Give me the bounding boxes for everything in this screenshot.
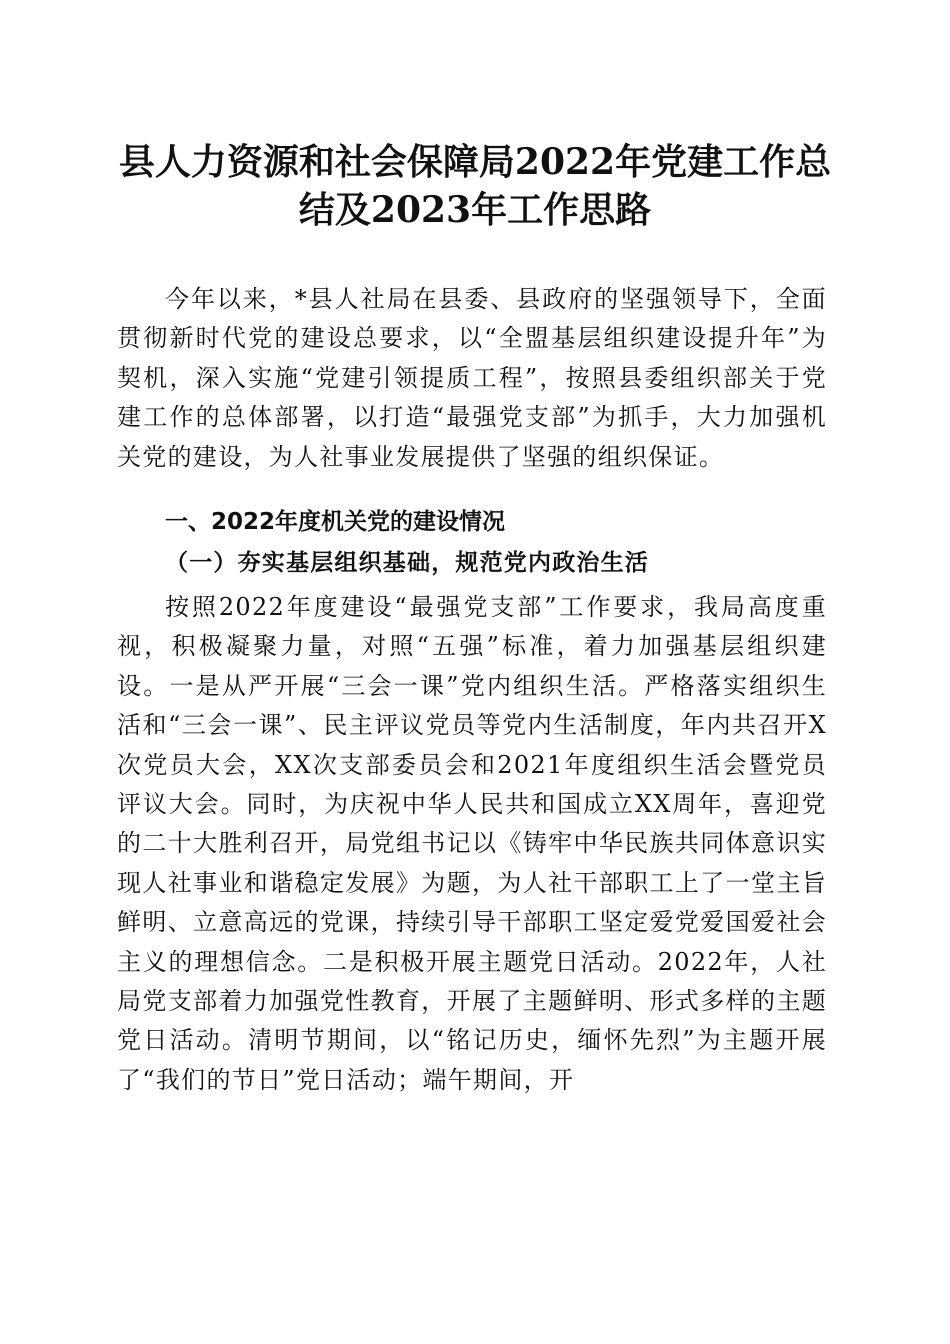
section-heading-1: 一、2022年度机关党的建设情况 xyxy=(165,509,506,535)
document-title-line-1: 县人力资源和社会保障局2022年党建工作总 xyxy=(118,141,832,183)
document-title xyxy=(100,138,850,234)
subsection-heading-1-1: （一）夯实基层组织基础，规范党内政治生活 xyxy=(165,549,649,576)
document-title-line-2: 结及2023年工作思路 xyxy=(298,189,652,231)
intro-paragraph: 今年以来，*县人社局在县委、县政府的坚强领导下，全面贯彻新时代党的建设总要求，以“全盟基层组织建设提升年”为契机，深入实施“党建引领提质工程”，按照县委组织部关于党建工作的总体部署，以打造“最强党支部”为抓手，大力加强机关党的建设，为人社事业发展提供了坚强的组织保证。 xyxy=(117,285,827,471)
section-1-1-paragraph: 按照2022年度建设“最强党支部”工作要求，我局高度重视，积极凝聚力量，对照“五强”标准，着力加强基层组织建设。一是从严开展“三会一课”党内组织生活。严格落实组织生活和“三会一课”、民主评议党员等党内生活制度，年内共召开X次党员大会，XX次支部委员会和2021年度组织生活会暨党员评议大会。同时，为庆祝中华人民共和国成立XX周年，喜迎党的二十大胜利召开，局党组书记以《铸牢中华民族共同体意识实现人社事业和谐稳定发展》为题，为人社干部职工上了一堂主旨鲜明、立意高远的党课，持续引导干部职工坚定爱党爱国爱社会主义的理想信念。二是积极开展主题党日活动。2022年，人社局党支部着力加强党性教育，开展了主题鲜明、形式多样的主题党日活动。清明节期间，以“铭记历史，缅怀先烈”为主题开展了“我们的节日”党日活动；端午期间，开 xyxy=(117,593,827,1094)
